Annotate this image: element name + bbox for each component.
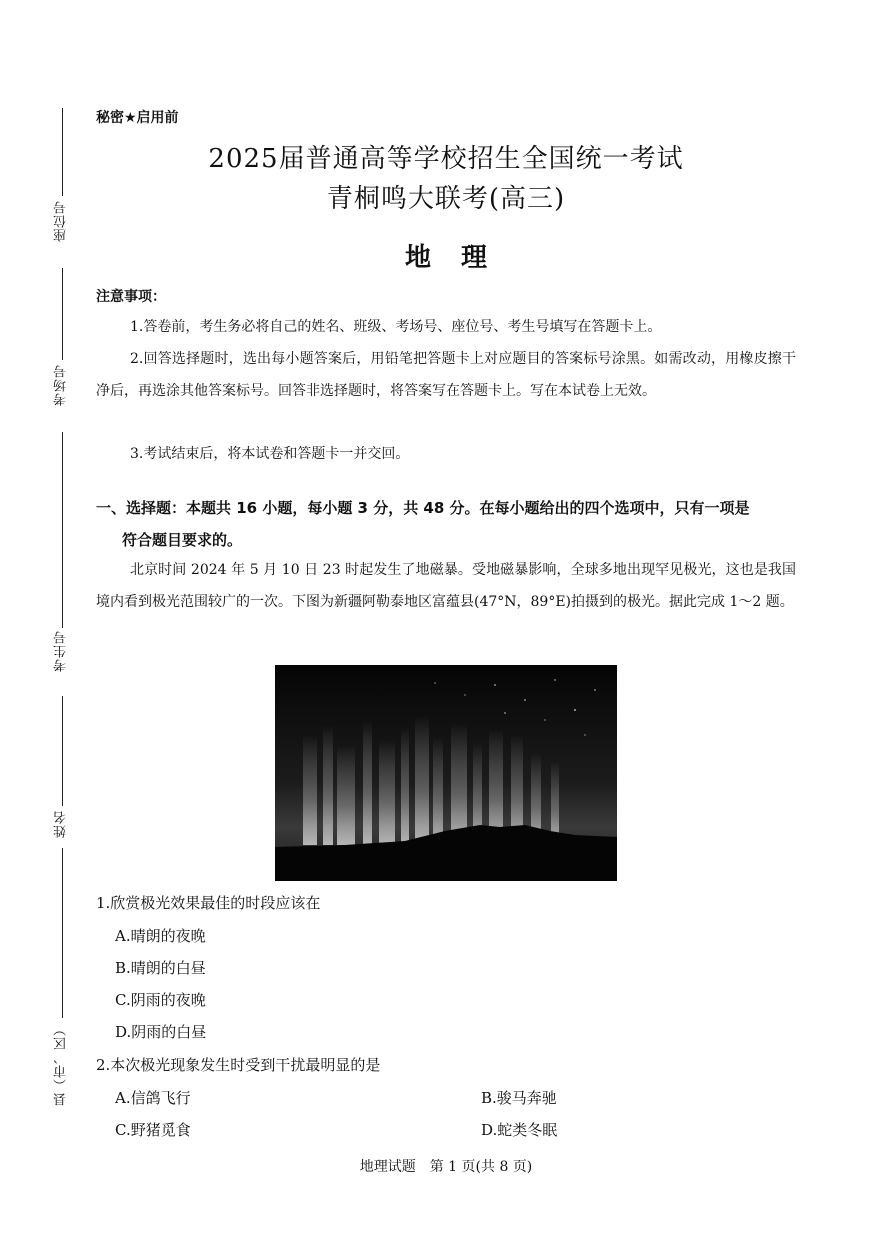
question-2-option-b: B.骏马奔驰 [481,1089,557,1107]
question-2-option-d: D.蛇类冬眠 [481,1121,558,1139]
confidential-mark: 秘密★启用前 [96,110,179,126]
notice-item: 1.答卷前，考生务必将自己的姓名、班级、考场号、座位号、考生号填写在答题卡上。 [130,319,662,335]
exam-room-label: 考场号 [54,364,69,406]
exam-title: 2025届普通高等学校招生全国统一考试 [208,144,684,174]
county-label: 县（市、区） [54,1022,69,1106]
aurora-photo [275,665,617,881]
binding-line [62,432,63,628]
question-stem: 北京时间 2024 年 5 月 10 日 23 时起发生了地磁暴。受地磁暴影响，全球多地出现罕见极光，这也是我国境内看到极光范围较广的一次。下图为新疆阿勒泰地区富蕴县(47°N，89°E)拍摄到的极光。据此完成 1～2 题。 [96,562,796,610]
question-1: 1.欣赏极光效果最佳的时段应该在 [96,894,321,912]
page-footer: 地理试题 第 1 页(共 8 页) [359,1159,533,1175]
candidate-number-label: 考生号 [54,630,69,672]
name-label: 姓名 [54,810,69,838]
seat-number-label: 座位号 [54,200,69,242]
question-2: 2.本次极光现象发生时受到干扰最明显的是 [96,1056,381,1074]
aurora-photo-image [275,665,617,881]
notice-heading: 注意事项： [96,289,166,305]
question-2-option-a: A.信鸽飞行 [115,1089,191,1107]
section-heading-line1: 一、选择题：本题共 16 小题，每小题 3 分，共 48 分。在每小题给出的四个选项中，只有一项是 [96,499,750,517]
binding-line [62,696,63,806]
notice-item: 2.回答选择题时，选出每小题答案后，用铅笔把答题卡上对应题目的答案标号涂黑。如需改动，用橡皮擦干净后，再选涂其他答案标号。回答非选择题时，将答案写在答题卡上。写在本试卷上无效。 [96,351,796,399]
question-1-option-c: C.阴雨的夜晚 [115,991,206,1009]
binding-line [62,848,63,1018]
question-1-option-a: A.晴朗的夜晚 [115,927,206,945]
question-2-option-c: C.野猪觅食 [115,1121,191,1139]
section-heading-line2: 符合题目要求的。 [122,531,243,549]
section-heading [96,492,802,556]
question-1-option-b: B.晴朗的白昼 [115,959,206,977]
question-1-option-d: D.阴雨的白昼 [115,1023,207,1041]
notice-item: 3.考试结束后，将本试卷和答题卡一并交回。 [130,446,410,462]
binding-line [62,268,63,360]
subject-title: 地理 [404,243,517,273]
exam-subtitle: 青桐鸣大联考(高三) [326,184,566,214]
